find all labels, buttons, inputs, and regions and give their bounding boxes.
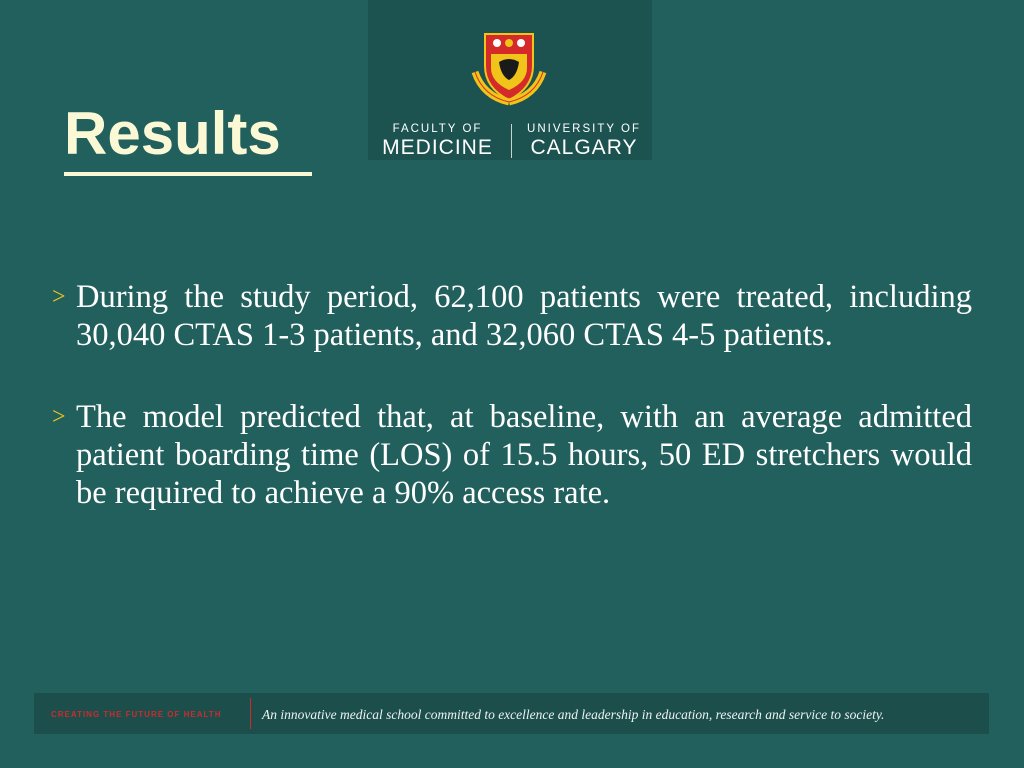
- bullet-item: [52, 398, 972, 512]
- bullet-arrow-icon: >: [52, 284, 66, 310]
- bullet-list: [52, 278, 972, 556]
- university-name: CALGARY: [530, 136, 638, 159]
- title-underline: [64, 172, 312, 176]
- slide-title: Results: [64, 100, 281, 167]
- logo-divider: [511, 124, 512, 158]
- faculty-name: MEDICINE: [382, 136, 493, 159]
- bullet-text: The model predicted that, at baseline, with an average admitted patient boarding time (LOS) of 15.5 hours, 50 ED stretchers would be required to achieve a 90% access rate.: [76, 399, 972, 511]
- university-small-text: UNIVERSITY OF: [527, 123, 641, 135]
- bullet-arrow-icon: >: [52, 404, 66, 430]
- crest-icon: [469, 30, 549, 106]
- faculty-small-text: FACULTY OF: [392, 123, 483, 135]
- footer-statement: An innovative medical school committed to excellence and leadership in education, research and service to society.: [262, 707, 885, 722]
- university-wordmark: [518, 122, 650, 160]
- bullet-text: During the study period, 62,100 patients were treated, including 30,040 CTAS 1-3 patients, and 32,060 CTAS 4-5 patients.: [76, 279, 972, 353]
- footer-tagline: CREATING THE FUTURE OF HEALTH: [51, 710, 222, 719]
- university-logo: [368, 0, 652, 160]
- bullet-item: [52, 278, 972, 354]
- faculty-wordmark: [374, 122, 501, 160]
- footer-divider: [250, 698, 251, 729]
- footer-bar: [34, 693, 989, 734]
